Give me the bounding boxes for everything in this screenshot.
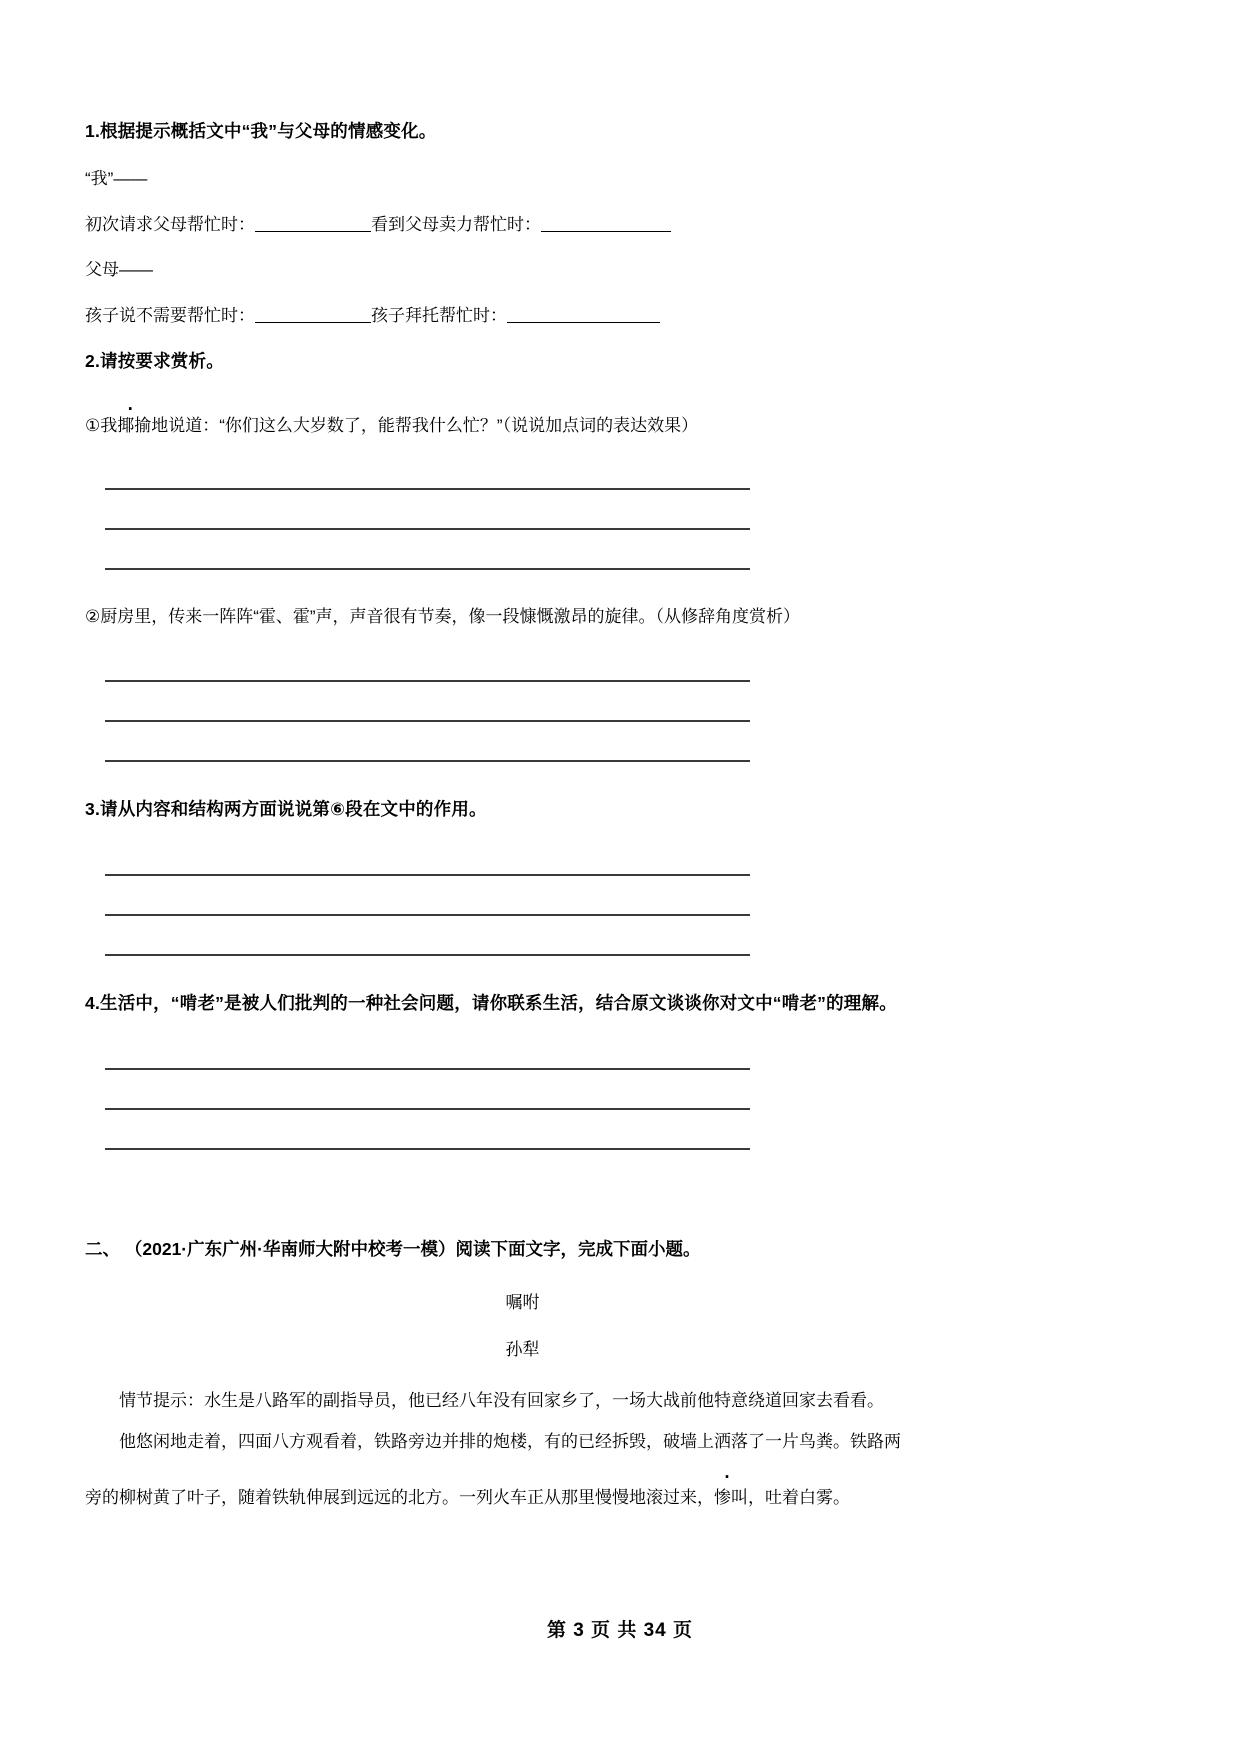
question-1-label-b: 看到父母卖力帮忙时： <box>371 214 541 234</box>
question-1-blank-b[interactable] <box>541 214 671 232</box>
question-2-item-2: ②厨房里，传来一阵阵“霍、霍”声，声音很有节奏，像一段慷慨激昂的旋律。（从修辞角度赏析） <box>85 607 801 626</box>
question-2-item-1-emphasis: 揶揄 <box>117 415 152 435</box>
question-1-label-d: 孩子拜托帮忙时： <box>371 305 507 325</box>
answer-rule[interactable] <box>105 954 750 956</box>
answer-rule[interactable] <box>105 568 750 570</box>
question-4-answer-area[interactable] <box>85 1068 1130 1150</box>
spacer <box>85 766 1130 796</box>
question-4-heading <box>85 990 1130 1016</box>
answer-rule[interactable] <box>105 488 750 490</box>
article-last-line-emphasis: 惨叫 <box>714 1487 748 1507</box>
question-2-item-1-prefix: ①我 <box>85 415 118 435</box>
question-2-separator: . <box>94 351 100 372</box>
question-1-heading <box>85 118 1130 144</box>
question-1-separator: . <box>94 121 100 141</box>
article-last-line-prefix: 旁的柳树黄了叶子，随着铁轨伸展到远远的北方。一列火车正从那里慢慢地滚过来， <box>85 1487 714 1507</box>
question-1-row-parents-blanks <box>85 303 1130 329</box>
question-3-title: 请从内容和结构两方面说说第⑥段在文中的作用。 <box>100 798 487 819</box>
question-1-title: 根据提示概括文中“我”与父母的情感变化。 <box>100 121 437 141</box>
answer-rule[interactable] <box>105 680 750 682</box>
question-4-number: 4 <box>85 992 95 1013</box>
section-two-instruction: 阅读下面文字，完成下面小题。 <box>455 1239 701 1259</box>
question-1-blank-c[interactable] <box>255 305 371 323</box>
article-last-line-suffix: ，吐着白雾。 <box>748 1487 850 1507</box>
question-3-separator: . <box>94 798 100 819</box>
section-two-marker: 二、 <box>85 1239 120 1259</box>
answer-rule[interactable] <box>105 528 750 530</box>
answer-rule[interactable] <box>105 874 750 876</box>
question-4-title: 生活中，“啃老”是被人们批判的一种社会问题，请你联系生活，结合原文谈谈你对文中“啃老”的理解。 <box>100 992 897 1013</box>
question-1-row-parents-label: 父母—— <box>85 260 153 280</box>
spacer <box>85 397 1130 413</box>
question-2-number: 2 <box>85 351 95 372</box>
answer-rule[interactable] <box>105 760 750 762</box>
article-title: 嘱咐 <box>505 1293 540 1313</box>
spacer <box>85 844 1130 874</box>
question-3-number: 3 <box>85 798 95 819</box>
answer-rule[interactable] <box>105 1148 750 1150</box>
answer-rule[interactable] <box>105 720 750 722</box>
question-2-title: 请按要求赏析。 <box>100 351 224 372</box>
question-2-item-1-suffix: 地说道：“你们这么大岁数了，能帮我什么忙？”（说说加点词的表达效果） <box>151 415 699 435</box>
question-1-label-c: 孩子说不需要帮忙时： <box>85 305 255 325</box>
question-4-separator: . <box>94 992 100 1013</box>
spacer <box>85 1206 1130 1236</box>
question-1-blank-d[interactable] <box>507 305 660 323</box>
spacer <box>85 574 1130 604</box>
article-author: 孙犁 <box>505 1340 540 1360</box>
section-two-source: （2021·广东广州·华南师大附中校考一模） <box>124 1239 456 1259</box>
question-1-label-a: 初次请求父母帮忙时： <box>85 214 255 234</box>
page-footer: 第 3 页 共 34 页 <box>546 1620 694 1641</box>
question-1-row-self-blanks <box>85 212 1130 238</box>
spacer <box>85 960 1130 990</box>
question-3-heading <box>85 796 1130 822</box>
article-paragraph-hint: 情节提示：水生是八路军的副指导员，他已经八年没有回家乡了，一场大战前他特意绕道回家去看看。 <box>119 1391 884 1411</box>
question-1-number: 1 <box>85 121 95 141</box>
spacer <box>85 458 1130 488</box>
spacer <box>85 650 1130 680</box>
question-2-item-2-answer-area[interactable] <box>85 680 1130 762</box>
spacer <box>85 1038 1130 1068</box>
question-1-row-self-label: “我”—— <box>85 169 148 189</box>
answer-rule[interactable] <box>105 1068 750 1070</box>
article-paragraph-1-continued <box>85 1481 1130 1514</box>
answer-rule[interactable] <box>105 1108 750 1110</box>
question-1-blank-a[interactable] <box>255 214 371 232</box>
question-3-answer-area[interactable] <box>85 874 1130 956</box>
spacer <box>85 1154 1130 1206</box>
answer-rule[interactable] <box>105 914 750 916</box>
article-paragraph-1: 他悠闲地走着，四面八方观看着，铁路旁边并排的炮楼，有的已经拆毁，破墙上洒落了一片鸟粪。铁路两 <box>119 1432 901 1452</box>
question-2-heading <box>85 348 1130 374</box>
section-two-heading <box>85 1236 1130 1262</box>
question-2-item-1 <box>85 413 1130 439</box>
question-2-item-1-answer-area[interactable] <box>85 488 1130 570</box>
